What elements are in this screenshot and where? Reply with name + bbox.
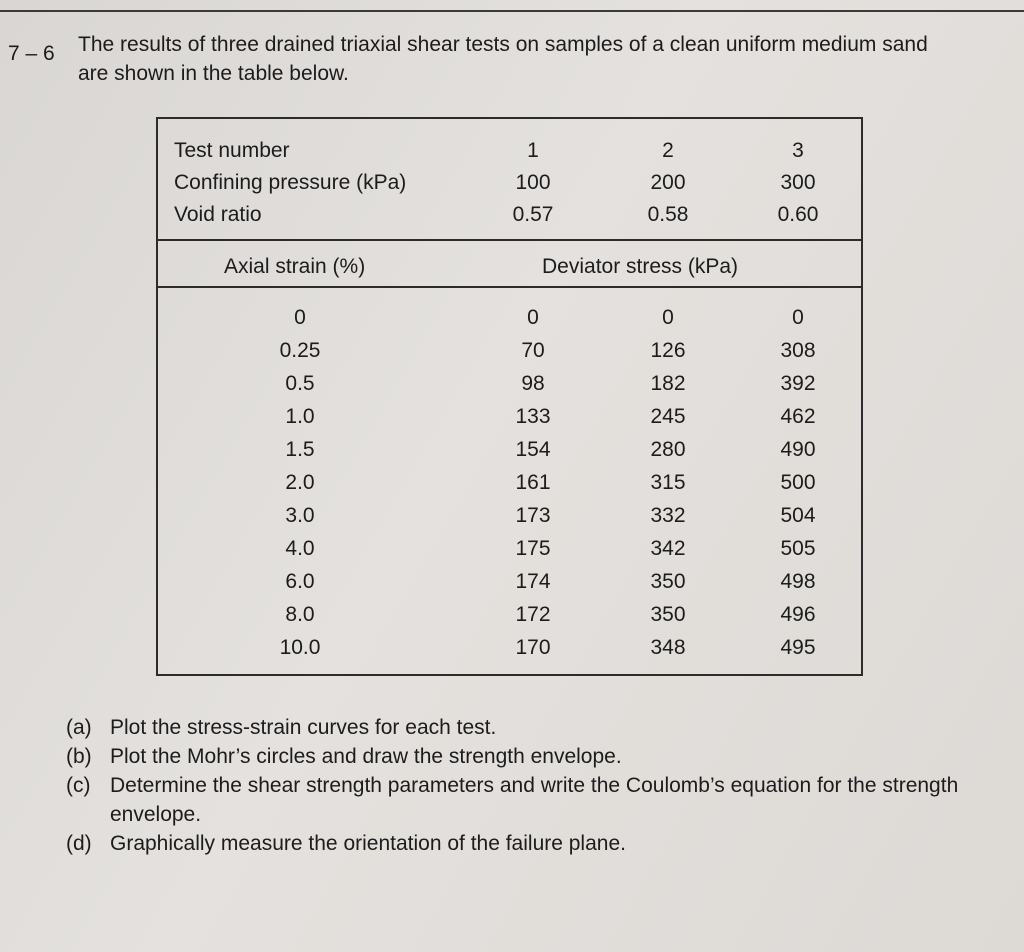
deviator-stress-cell: 315 [650,471,686,494]
confining-pressure-3: 300 [780,171,816,194]
confining-pressure-label: Confining pressure (kPa) [174,171,407,194]
question-text: Plot the Mohr’s circles and draw the strength envelope. [110,745,622,768]
deviator-stress-cell: 175 [515,537,551,560]
deviator-stress-cell: 173 [515,504,551,527]
deviator-stress-cell: 98 [521,372,545,395]
results-table [156,117,863,676]
question-item [66,742,1006,771]
question-text: Graphically measure the orientation of the failure plane. [110,832,626,855]
test-number-1: 1 [527,139,539,162]
axial-strain-cell: 8.0 [285,603,315,626]
table-divider [158,239,861,241]
deviator-stress-cell: 172 [515,603,551,626]
deviator-stress-cell: 332 [650,504,686,527]
question-item [66,829,1006,858]
deviator-stress-cell: 70 [521,339,545,362]
deviator-stress-cell: 392 [780,372,816,395]
deviator-stress-header: Deviator stress (kPa) [542,255,739,278]
deviator-stress-cell: 126 [650,339,686,362]
deviator-stress-cell: 0 [527,306,539,329]
deviator-stress-cell: 182 [650,372,686,395]
void-ratio-label: Void ratio [174,203,262,226]
axial-strain-cell: 0.25 [279,339,321,362]
axial-strain-cell: 3.0 [285,504,315,527]
deviator-stress-cell: 170 [515,636,551,659]
confining-pressure-1: 100 [515,171,551,194]
deviator-stress-cell: 0 [662,306,674,329]
question-text: Plot the stress-strain curves for each test. [110,716,497,739]
question-list [66,713,1006,858]
void-ratio-2: 0.58 [647,203,689,226]
deviator-stress-cell: 174 [515,570,551,593]
table-divider [158,286,861,288]
problem-number: 7 – 6 [8,42,55,65]
deviator-stress-cell: 505 [780,537,816,560]
question-tag: (d) [66,832,92,855]
void-ratio-3: 0.60 [777,203,819,226]
deviator-stress-cell: 504 [780,504,816,527]
axial-strain-cell: 1.0 [285,405,315,428]
axial-strain-header: Axial strain (%) [224,255,366,278]
axial-strain-cell: 4.0 [285,537,315,560]
question-item [66,713,1006,742]
deviator-stress-cell: 500 [780,471,816,494]
deviator-stress-cell: 495 [780,636,816,659]
question-text: Determine the shear strength parameters and write the Coulomb’s equation for the strength envelope. [110,774,959,826]
problem-statement: The results of three drained triaxial shear tests on samples of a clean uniform medium sand are shown in the table below. [78,33,928,85]
axial-strain-cell: 0.5 [285,372,315,395]
question-item [66,771,1006,829]
test-number-label: Test number [174,139,290,162]
deviator-stress-cell: 350 [650,603,686,626]
axial-strain-cell: 1.5 [285,438,315,461]
deviator-stress-cell: 308 [780,339,816,362]
axial-strain-cell: 2.0 [285,471,315,494]
axial-strain-cell: 0 [294,306,306,329]
deviator-stress-cell: 496 [780,603,816,626]
axial-strain-cell: 6.0 [285,570,315,593]
confining-pressure-2: 200 [650,171,686,194]
deviator-stress-cell: 245 [650,405,686,428]
axial-strain-cell: 10.0 [279,636,321,659]
deviator-stress-cell: 490 [780,438,816,461]
test-number-2: 2 [662,139,674,162]
question-tag: (a) [66,716,92,739]
deviator-stress-cell: 350 [650,570,686,593]
deviator-stress-cell: 462 [780,405,816,428]
top-rule [0,10,1024,12]
deviator-stress-cell: 154 [515,438,551,461]
deviator-stress-cell: 161 [515,471,551,494]
deviator-stress-cell: 498 [780,570,816,593]
deviator-stress-cell: 0 [792,306,804,329]
deviator-stress-cell: 133 [515,405,551,428]
deviator-stress-cell: 342 [650,537,686,560]
deviator-stress-cell: 348 [650,636,686,659]
question-tag: (b) [66,745,92,768]
deviator-stress-cell: 280 [650,438,686,461]
void-ratio-1: 0.57 [512,203,554,226]
test-number-3: 3 [792,139,804,162]
question-tag: (c) [66,774,91,797]
